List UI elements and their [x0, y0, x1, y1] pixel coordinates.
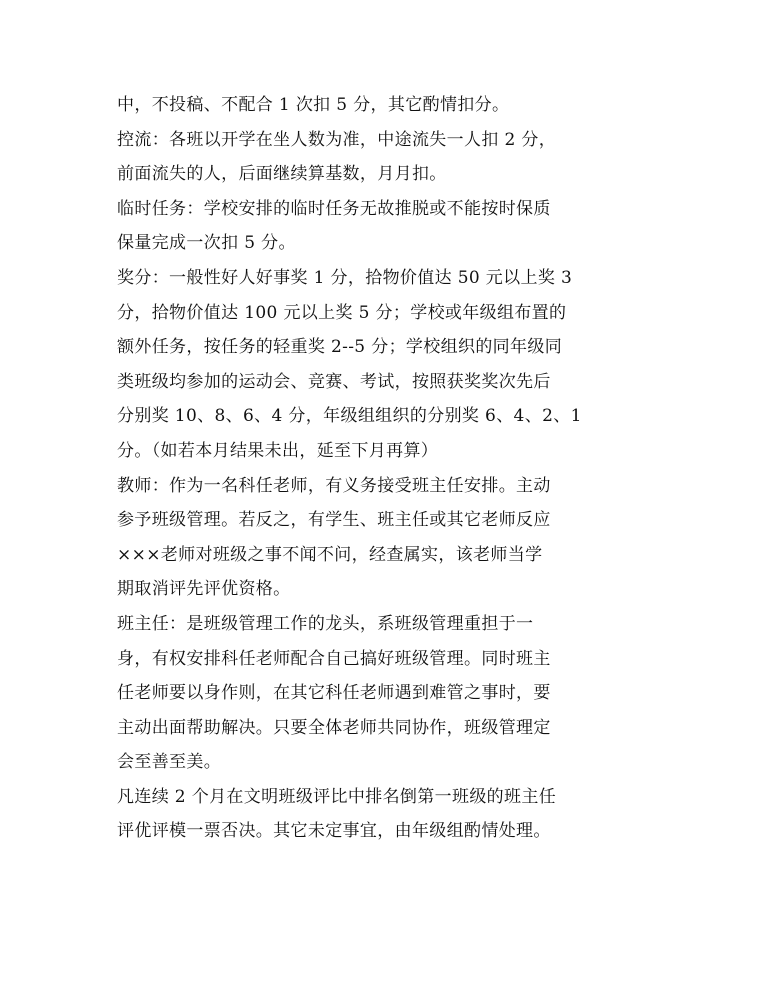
text-line: ×××老师对班级之事不闻不问，经查属实，该老师当学	[117, 544, 543, 565]
text-line: 主动出面帮助解决。只要全体老师共同协作，班级管理定	[117, 717, 551, 738]
text-line: 参予班级管理。若反之，有学生、班主任或其它老师反应	[117, 510, 551, 531]
text-line: 分，拾物价值达 100 元以上奖 5 分；学校或年级组布置的	[117, 302, 567, 323]
text-line: 分别奖 10、8、6、4 分，年级组组织的分别奖 6、4、2、1	[117, 406, 582, 427]
text-line: 前面流失的人，后面继续算基数，月月扣。	[117, 164, 447, 185]
text-line: 类班级均参加的运动会、竞赛、考试，按照获奖奖次先后	[117, 371, 551, 392]
text-line: 期取消评先评优资格。	[117, 579, 291, 600]
text-line: 中，不投稿、不配合 1 次扣 5 分，其它酌情扣分。	[117, 95, 510, 115]
text-line: 分。（如若本月结果未出，延至下月再算）	[117, 440, 439, 461]
text-line: 凡连续 2 个月在文明班级评比中排名倒第一班级的班主任	[117, 786, 557, 807]
text-line: 额外任务，按任务的轻重奖 2--5 分；学校组织的同年级同	[117, 337, 563, 358]
document-body	[117, 88, 657, 849]
text-line: 教师：作为一名科任老师，有义务接受班主任安排。主动	[117, 475, 551, 496]
text-line: 控流：各班以开学在坐人数为准，中途流失一人扣 2 分，	[117, 129, 557, 150]
text-line: 身，有权安排科任老师配合自己搞好班级管理。同时班主	[117, 648, 551, 669]
text-line: 保量完成一次扣 5 分。	[117, 233, 296, 254]
text-line: 临时任务：学校安排的临时任务无故推脱或不能按时保质	[117, 198, 551, 219]
text-line: 班主任：是班级管理工作的龙头，系班级管理重担于一	[117, 613, 534, 634]
text-line: 任老师要以身作则，在其它科任老师遇到难管之事时，要	[117, 683, 551, 704]
text-line: 评优评模一票否决。其它未定事宜，由年级组酌情处理。	[117, 821, 551, 842]
text-line: 奖分：一般性好人好事奖 1 分，拾物价值达 50 元以上奖 3	[117, 267, 573, 288]
text-line: 会至善至美。	[117, 752, 222, 773]
